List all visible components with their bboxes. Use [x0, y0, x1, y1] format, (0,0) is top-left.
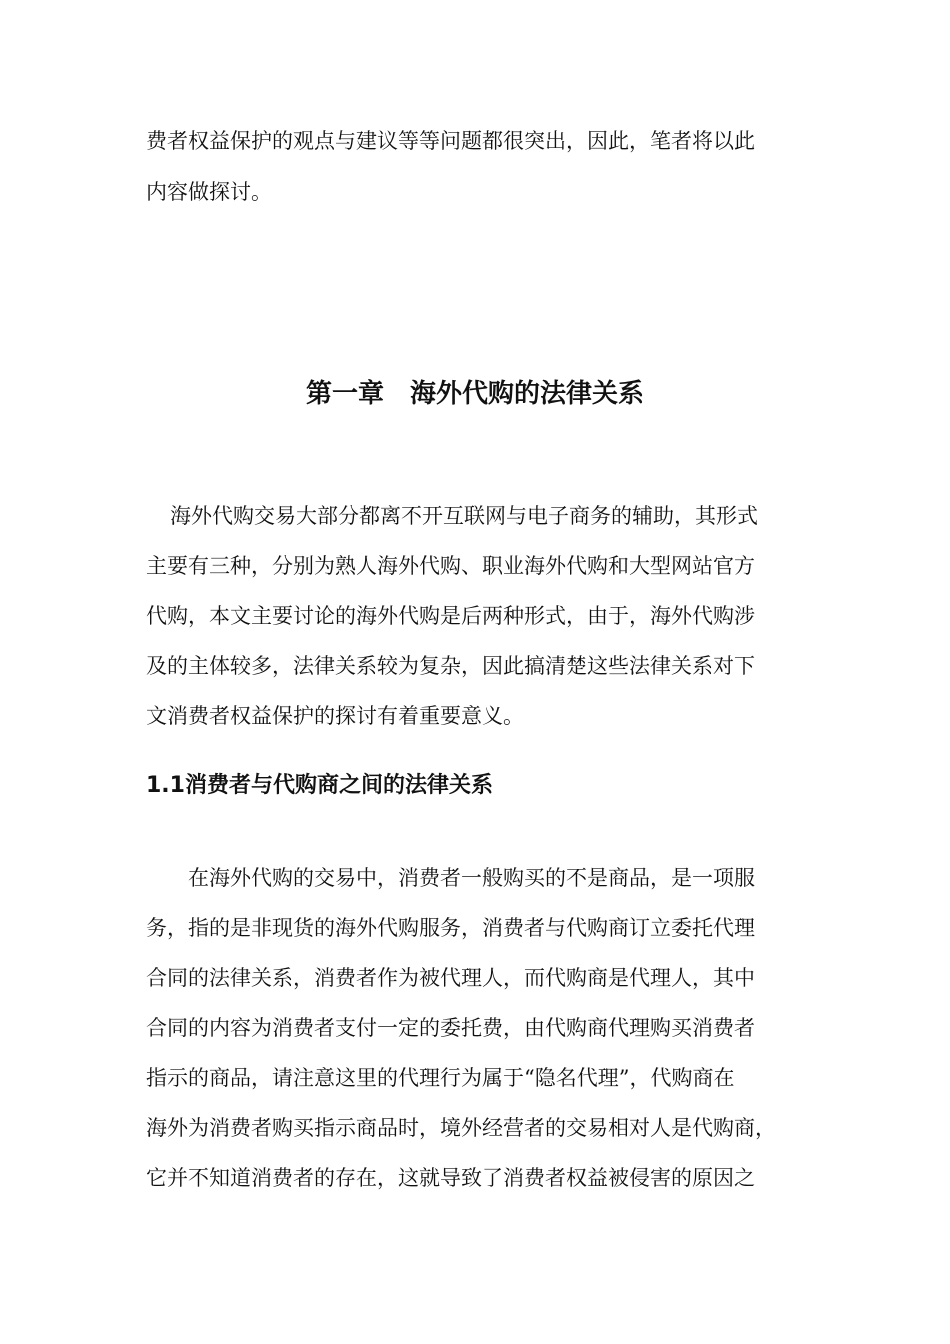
paragraph-line: 合同的法律关系，消费者作为被代理人，而代购商是代理人，其中	[146, 966, 755, 990]
chapter-title: 第一章 海外代购的法律关系	[305, 379, 644, 409]
paragraph-line: 主要有三种，分别为熟人海外代购、职业海外代购和大型网站官方	[146, 554, 755, 578]
paragraph-line: 及的主体较多，法律关系较为复杂，因此搞清楚这些法律关系对下	[146, 654, 755, 678]
paragraph-line: 务，指的是非现货的海外代购服务，消费者与代购商订立委托代理	[146, 916, 755, 940]
paragraph-line: 内容做探讨。	[146, 180, 272, 204]
paragraph-line: 海外代购交易大部分都离不开互联网与电子商务的辅助，其形式	[170, 504, 758, 528]
paragraph-line: 它并不知道消费者的存在，这就导致了消费者权益被侵害的原因之	[146, 1166, 755, 1190]
paragraph-line: 在海外代购的交易中，消费者一般购买的不是商品，是一项服	[188, 866, 755, 890]
paragraph-line: 合同的内容为消费者支付一定的委托费，由代购商代理购买消费者	[146, 1016, 755, 1040]
paragraph-line: 文消费者权益保护的探讨有着重要意义。	[146, 704, 524, 728]
paragraph-line: 费者权益保护的观点与建议等等问题都很突出，因此，笔者将以此	[146, 129, 755, 153]
section-title: 1.1消费者与代购商之间的法律关系	[146, 773, 493, 798]
paragraph-line: 海外为消费者购买指示商品时，境外经营者的交易相对人是代购商，	[146, 1116, 776, 1140]
paragraph-line: 指示的商品，请注意这里的代理行为属于“隐名代理”，代购商在	[146, 1066, 735, 1090]
paragraph-line: 代购，本文主要讨论的海外代购是后两种形式，由于，海外代购涉	[146, 604, 755, 628]
